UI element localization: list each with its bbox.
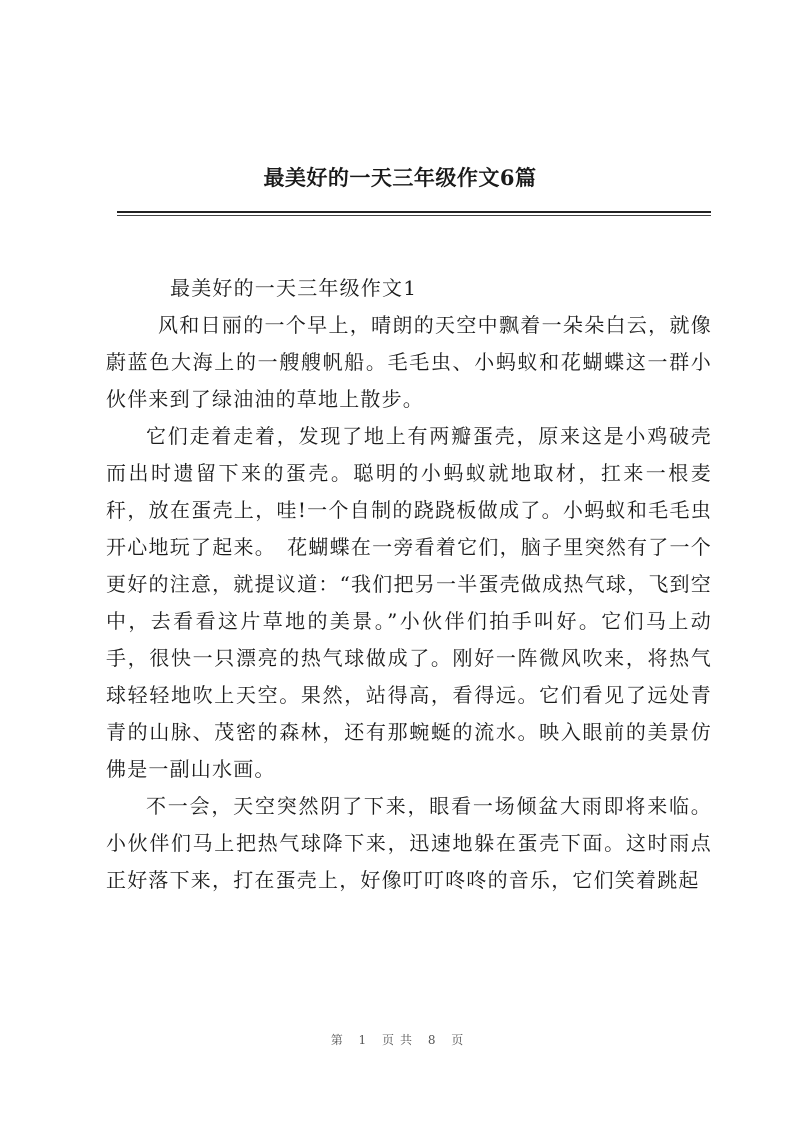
title-underline-thin: [117, 215, 711, 216]
section-heading: 最美好的一天三年级作文1: [170, 276, 418, 300]
page-number-footer: 第 1 页共 8 页: [330, 1033, 470, 1047]
paragraph-3: 不一会，天空突然阴了下来，眼看一场倾盆大雨即将来临。小伙伴们马上把热气球降下来，迅速地躲在蛋壳下面。这时雨点正好落下来，打在蛋壳上，好像叮叮咚咚的音乐，它们笑着跳起: [106, 794, 712, 892]
paragraph-1: 风和日丽的一个早上，晴朗的天空中飘着一朵朵白云，就像蔚蓝色大海上的一艘艘帆船。毛毛虫、小蚂蚁和花蝴蝶这一群小伙伴来到了绿油油的草地上散步。: [106, 313, 712, 411]
paragraph-2: 它们走着走着，发现了地上有两瓣蛋壳，原来这是小鸡破壳而出时遗留下来的蛋壳。聪明的小蚂蚁就地取材，扛来一根麦秆，放在蛋壳上，哇!一个自制的跷跷板做成了。小蚂蚁和毛毛虫开心地玩了起来。 花蝴蝶在一旁看着它们，脑子里突然有了一个更好的注意，就提议道：“我们把另一半蛋壳做成热气球，飞到空中，去看看这片草地的美景。”小伙伴们拍手叫好。它们马上动手，很快一只漂亮的热气球做成了。刚好一阵微风吹来，将热气球轻轻地吹上天空。果然，站得高，看得远。它们看见了远处青青的山脉、茂密的森林，还有那蜿蜒的流水。映入眼前的美景仿佛是一副山水画。: [106, 424, 712, 781]
title-underline: [117, 211, 711, 213]
document-body: [106, 270, 712, 899]
document-title: 最美好的一天三年级作文6篇: [263, 165, 537, 190]
